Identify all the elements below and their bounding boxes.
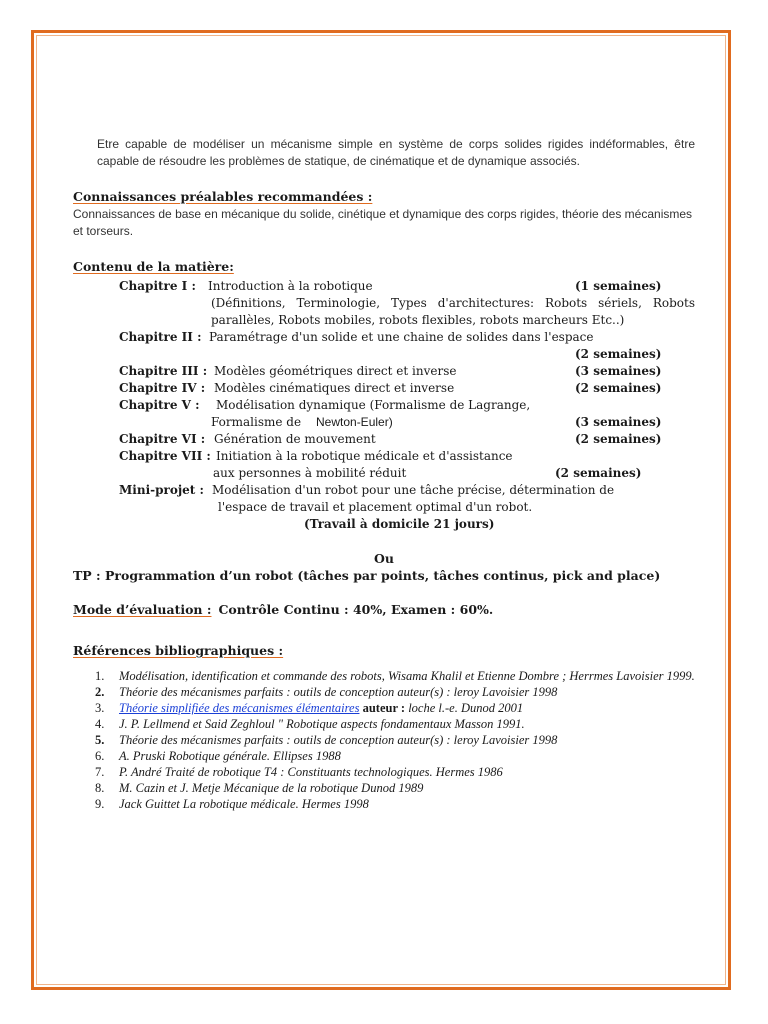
content-heading: Contenu de la matière: [73, 259, 234, 274]
chapter-3-title: Modèles géométriques direct et inverse [214, 364, 457, 378]
chapter-3 [73, 363, 695, 380]
mini-project-label: Mini-projet : [119, 483, 204, 497]
chapter-2-title: Paramétrage d'un solide et une chaine de solides dans l'espace [209, 330, 594, 344]
mini-project-duration-row [73, 516, 695, 533]
chapter-2-duration-row [73, 346, 695, 363]
list-item: 2. Théorie des mécanismes parfaits : outils de conception auteur(s) : leroy Lavoisier 1998 [95, 685, 558, 699]
mini-project [73, 482, 695, 499]
chapter-7-label: Chapitre VII : [119, 449, 211, 463]
chapter-5-title-cont-b: Newton-Euler) [316, 415, 393, 429]
chapter-7-title-cont: aux personnes à mobilité réduit [213, 466, 407, 480]
chapter-2-duration: (2 semaines) [575, 347, 662, 361]
mini-project-cont [73, 499, 695, 516]
chapter-5-cont [73, 414, 695, 431]
content-section [73, 258, 695, 585]
or-separator: Ou [374, 551, 394, 566]
mini-project-duration: (Travail à domicile 21 jours) [304, 517, 495, 531]
evaluation-section [73, 601, 695, 618]
chapter-2-label: Chapitre II : [119, 330, 202, 344]
chapter-5 [73, 397, 695, 414]
chapter-1 [73, 278, 695, 295]
document-body [73, 136, 695, 812]
chapter-5-title-cont-a: Formalisme de [211, 415, 302, 429]
chapter-5-duration: (3 semaines) [575, 415, 662, 429]
chapter-4-duration: (2 semaines) [575, 381, 662, 395]
chapter-6 [73, 431, 695, 448]
chapter-4-title: Modèles cinématiques direct et inverse [214, 381, 455, 395]
chapter-3-duration: (3 semaines) [575, 364, 662, 378]
reference-link[interactable]: Théorie simplifiée des mécanismes élémentaires [119, 701, 360, 715]
chapter-3-label: Chapitre III : [119, 364, 208, 378]
references-section [73, 642, 695, 812]
chapter-4-label: Chapitre IV : [119, 381, 206, 395]
list-item: 9. Jack Guittet La robotique médicale. Hermes 1998 [95, 797, 369, 811]
mini-project-text-cont: l'espace de travail et placement optimal d'un robot. [218, 500, 533, 514]
chapter-4 [73, 380, 695, 397]
chapter-7-duration: (2 semaines) [555, 466, 642, 480]
references-heading: Références bibliographiques : [73, 643, 284, 658]
list-item: 3. Théorie simplifiée des mécanismes élémentaires auteur : loche l.-e. Dunod 2001 [95, 701, 524, 715]
prereq-section [73, 188, 695, 240]
list-item: 1. Modélisation, identification et commande des robots, Wisama Khalil et Etienne Dombre ; Herrmes Lavoisier 1999. [95, 669, 695, 683]
references-list [73, 668, 695, 812]
objective-paragraph: Etre capable de modéliser un mécanisme simple en système de corps solides rigides indéformables, être capable de résoudre les problèmes de statique, de cinématique et de dynamique associés. [97, 137, 695, 168]
list-item: 5. Théorie des mécanismes parfaits : outils de conception auteur(s) : leroy Lavoisier 1998 [95, 733, 558, 747]
chapter-2 [73, 329, 695, 346]
list-item: 6. A. Pruski Robotique générale. Ellipses 1988 [95, 749, 341, 763]
evaluation-label: Mode d’évaluation : [73, 602, 212, 617]
prereq-text: Connaissances de base en mécanique du solide, cinétique et dynamique des corps rigides, théorie des mécanismes et torseurs. [73, 207, 693, 238]
chapter-7-cont [73, 465, 695, 482]
chapter-6-duration: (2 semaines) [575, 432, 662, 446]
list-item: 8. M. Cazin et J. Metje Mécanique de la robotique Dunod 1989 [95, 781, 424, 795]
chapter-7 [73, 448, 695, 465]
chapter-7-title: Initiation à la robotique médicale et d'assistance [216, 449, 513, 463]
list-item: 4. J. P. Lellmend et Said Zeghloul " Robotique aspects fondamentaux Masson 1991. [95, 717, 525, 731]
chapter-1-label: Chapitre I : [119, 279, 196, 293]
evaluation-text: Contrôle Continu : 40%, Examen : 60%. [218, 602, 494, 617]
chapter-6-label: Chapitre VI : [119, 432, 206, 446]
list-item: 7. P. André Traité de robotique T4 : Constituants technologiques. Hermes 1986 [95, 765, 503, 779]
chapter-6-title: Génération de mouvement [214, 432, 376, 446]
chapter-1-title: Introduction à la robotique [208, 279, 373, 293]
mini-project-text: Modélisation d'un robot pour une tâche précise, détermination de [212, 483, 615, 497]
tp-line: TP : Programmation d’un robot (tâches par points, tâches continus, pick and place) [73, 568, 661, 583]
chapter-1-detail: (Définitions, Terminologie, Types d'architectures: Robots sériels, Robots parallèles, Robots mobiles, robots flexibles, robots marcheurs Etc..) [211, 296, 695, 327]
prereq-heading: Connaissances préalables recommandées : [73, 189, 373, 204]
chapter-1-duration: (1 semaines) [575, 279, 662, 293]
chapter-5-title: Modélisation dynamique (Formalisme de Lagrange, [216, 398, 531, 412]
chapter-5-label: Chapitre V : [119, 398, 200, 412]
